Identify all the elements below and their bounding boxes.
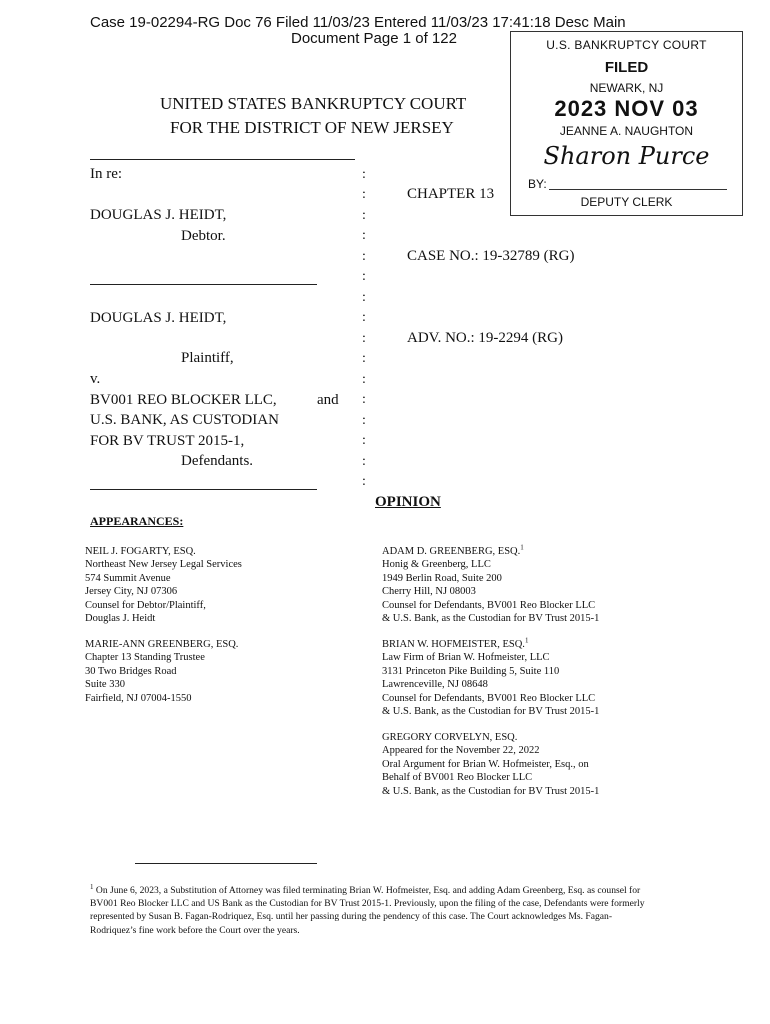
appearance-line: Fairfield, NJ 07004-1550 [85, 692, 192, 704]
appearance-line: Cherry Hill, NJ 08003 [382, 586, 476, 598]
appearance-line: ADAM D. GREENBERG, ESQ. [382, 546, 521, 557]
appearance-line: Northeast New Jersey Legal Services [85, 559, 242, 571]
stamp-location: NEWARK, NJ [589, 81, 664, 95]
appearance-line: Law Firm of Brian W. Hofmeister, LLC [382, 652, 550, 664]
appearance-line: 574 Summit Avenue [85, 572, 171, 584]
appearance-line: Appeared for the November 22, 2022 [382, 745, 540, 757]
caption-chapter: CHAPTER 13 [407, 186, 495, 202]
appearance-block-right [382, 545, 599, 625]
caption-colon: : [362, 290, 366, 305]
caption-colon: : [362, 269, 366, 284]
appearance-block-left [85, 638, 238, 705]
caption-defendant2-line2: FOR BV TRUST 2015-1, [90, 433, 245, 449]
caption-defendant2-line1: U.S. BANK, AS CUSTODIAN [90, 412, 279, 428]
appearance-line: Oral Argument for Brian W. Hofmeister, Esq., on [382, 758, 589, 770]
appearance-line: 30 Two Bridges Road [85, 665, 177, 677]
stamp-by-line [549, 189, 727, 190]
footnote-ref: 1 [520, 543, 524, 552]
caption-and: and [317, 392, 339, 408]
caption-colon: : [362, 228, 366, 243]
appearance-line: Jersey City, NJ 07306 [85, 586, 178, 598]
caption-rule-middle [90, 284, 317, 285]
appearance-line: Counsel for Defendants, BV001 Reo Blocker LLC [382, 692, 596, 704]
caption-plaintiff-role: Plaintiff, [181, 350, 234, 366]
stamp-by-label: BY: [528, 177, 547, 191]
stamp-status: FILED [604, 59, 649, 76]
footnote [90, 884, 680, 937]
appearance-block-left [85, 545, 242, 625]
appearance-line: Counsel for Debtor/Plaintiff, [85, 599, 206, 611]
stamp-clerk-name: JEANNE A. NAUGHTON [559, 124, 694, 138]
caption-rule-bottom [90, 489, 317, 490]
appearance-block-right [382, 731, 599, 798]
appearance-line: Honig & Greenberg, LLC [382, 559, 491, 571]
stamp-court: U.S. BANKRUPTCY COURT [546, 38, 707, 52]
appearance-line: Behalf of BV001 Reo Blocker LLC [382, 772, 533, 784]
caption-colon: : [362, 351, 366, 366]
appearances-heading: APPEARANCES: [90, 514, 184, 528]
ecf-header-line1: Case 19-02294-RG Doc 76 Filed 11/03/23 Entered 11/03/23 17:41:18 Desc Main [90, 14, 626, 31]
caption-debtor-name: DOUGLAS J. HEIDT, [90, 207, 227, 223]
appearance-line: Lawrenceville, NJ 08648 [382, 679, 488, 691]
appearance-line: NEIL J. FOGARTY, ESQ. [85, 546, 196, 557]
caption-colon: : [362, 392, 366, 407]
footnote-line: Rodriquez’s fine work before the Court over the years. [90, 924, 300, 936]
caption-colon: : [362, 310, 366, 325]
caption-colon: : [362, 433, 366, 448]
stamp-signature: Sharon Purce [543, 142, 710, 170]
appearance-line: 1949 Berlin Road, Suite 200 [382, 572, 502, 584]
caption-case-number: CASE NO.: 19-32789 (RG) [407, 248, 575, 264]
appearance-block-right [382, 638, 599, 718]
caption-colon: : [362, 413, 366, 428]
appearance-line: Counsel for Defendants, BV001 Reo Blocker LLC [382, 599, 596, 611]
appearance-line: MARIE-ANN GREENBERG, ESQ. [85, 639, 239, 650]
caption-colon: : [362, 208, 366, 223]
stamp-title: DEPUTY CLERK [580, 195, 673, 209]
caption-defendant-role: Defendants. [181, 453, 254, 469]
appearance-line: Douglas J. Heidt [85, 613, 156, 625]
opinion-title: OPINION [375, 494, 441, 510]
caption-plaintiff-name: DOUGLAS J. HEIDT, [90, 310, 227, 326]
appearance-line: & U.S. Bank, as the Custodian for BV Trust 2015-1 [382, 613, 600, 625]
caption-debtor-role: Debtor. [181, 228, 226, 244]
caption-versus: v. [90, 371, 101, 387]
footnote-line: represented by Susan B. Fagan-Rodriquez, Esq. until her passing during the pendency of this case. The Court acknowledges Ms. Fagan- [90, 911, 613, 923]
caption-colon: : [362, 331, 366, 346]
footnote-line: BV001 Reo Blocker LLC and US Bank as the Custodian for BV Trust 2015-1. Previously, upon the filing of the case, Defendants were formerly [90, 898, 645, 910]
filed-stamp [510, 31, 743, 216]
caption-colon: : [362, 167, 366, 182]
caption-colon: : [362, 474, 366, 489]
court-name-line2: FOR THE DISTRICT OF NEW JERSEY [170, 118, 454, 137]
stamp-date: 2023 NOV 03 [554, 96, 699, 121]
footnote-ref: 1 [524, 636, 529, 645]
appearance-line: Suite 330 [85, 679, 125, 691]
appearance-line: 3131 Princeton Pike Building 5, Suite 110 [382, 665, 560, 677]
court-name-line1: UNITED STATES BANKRUPTCY COURT [160, 94, 467, 113]
ecf-header-line2: Document Page 1 of 122 [291, 30, 457, 47]
caption-defendant1: BV001 REO BLOCKER LLC, [90, 392, 277, 408]
footnote-separator [135, 863, 317, 864]
appearance-line: Chapter 13 Standing Trustee [85, 652, 205, 664]
appearance-line: & U.S. Bank, as the Custodian for BV Trust 2015-1 [382, 706, 600, 718]
footnote-line: On June 6, 2023, a Substitution of Attorney was filed terminating Brian W. Hofmeister, Esq. and adding Adam Greenberg, Esq. as counsel for [95, 885, 641, 896]
caption-adv-number: ADV. NO.: 19-2294 (RG) [407, 330, 563, 346]
appearance-line: GREGORY CORVELYN, ESQ. [382, 732, 518, 743]
caption-in-re: In re: [90, 166, 123, 182]
caption-colon: : [362, 372, 366, 387]
appearance-line: & U.S. Bank, as the Custodian for BV Trust 2015-1 [382, 785, 600, 797]
caption-colon: : [362, 454, 366, 469]
appearance-line: BRIAN W. HOFMEISTER, ESQ. [382, 639, 525, 650]
caption-rule-top [90, 159, 355, 160]
footnote-marker: 1 [90, 882, 94, 891]
caption-colon: : [362, 249, 366, 264]
caption-colon: : [362, 187, 366, 202]
